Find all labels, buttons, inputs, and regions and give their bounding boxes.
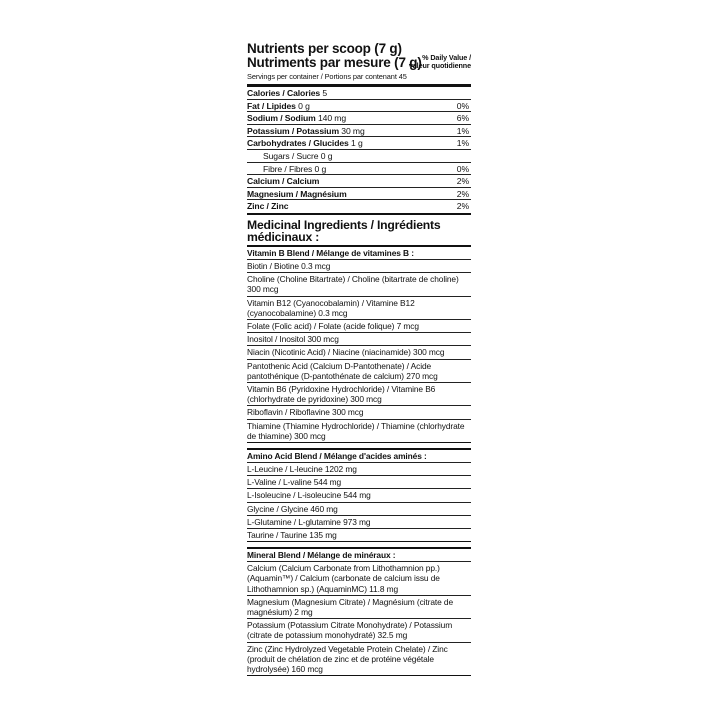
ingredient-item: L-Isoleucine / L-isoleucine 544 mg <box>247 489 471 502</box>
ingredient-item: L-Valine / L-valine 544 mg <box>247 476 471 489</box>
nutrient-amount: 5 <box>322 88 328 98</box>
nutrient-label: Calcium / Calcium <box>247 176 320 187</box>
vitamin-blend-heading: Vitamin B Blend / Mélange de vitamines B : <box>247 247 471 260</box>
nutrient-row-sugars <box>247 150 471 163</box>
dv-line-1: % Daily Value / <box>422 53 471 62</box>
nutrient-pct: 0% <box>456 100 469 111</box>
title-en: Nutrients per scoop (7 g) <box>247 41 402 56</box>
nutrient-label: Calories / Calories <box>247 88 321 98</box>
nutrient-row-potassium <box>247 125 471 138</box>
nutrient-pct: 1% <box>456 125 469 136</box>
ingredient-item: Potassium (Potassium Citrate Monohydrate) / Potassium (citrate de potassium monohydraté) 32.5 mg <box>247 619 471 642</box>
ingredient-item: Thiamine (Thiamine Hydrochloride) / Thiamine (chlorhydrate de thiamine) 300 mcg <box>247 420 471 443</box>
amino-blend-heading: Amino Acid Blend / Mélange d'acides aminés : <box>247 450 471 463</box>
nutrient-pct: 6% <box>456 113 469 124</box>
nutrient-label: Carbohydrates / Glucides <box>247 138 349 149</box>
ingredient-item: Taurine / Taurine 135 mg <box>247 529 471 542</box>
nutrient-amount: 1 g <box>351 138 363 149</box>
nutrient-row-zinc <box>247 200 471 213</box>
nutrient-row-sodium <box>247 112 471 125</box>
ingredient-item: Vitamin B12 (Cyanocobalamin) / Vitamine B12 (cyanocobalamine) 0.3 mcg <box>247 297 471 320</box>
nutrient-pct: 2% <box>456 176 469 187</box>
daily-value-header <box>409 54 471 70</box>
ingredient-item: Calcium (Calcium Carbonate from Lithothamnion pp.) (Aquamin™) / Calcium (carbonate de calcium issu de Lithothamnion sp.) (AquaminMC) 11.8 mg <box>247 562 471 596</box>
nutrition-facts-panel <box>247 42 471 676</box>
nutrient-row-fat <box>247 100 471 113</box>
ingredient-item: Zinc (Zinc Hydrolyzed Vegetable Protein Chelate) / Zinc (produit de chélation de zinc et de protéine végétale hydrolysée) 160 mcg <box>247 643 471 677</box>
ingredient-item: Biotin / Biotine 0.3 mcg <box>247 260 471 273</box>
ingredient-item: Niacin (Nicotinic Acid) / Niacine (niacinamide) 300 mcg <box>247 346 471 359</box>
ingredient-item: L-Leucine / L-leucine 1202 mg <box>247 463 471 476</box>
nutrient-pct: 2% <box>456 201 469 212</box>
nutrient-row-calories <box>247 87 471 100</box>
nutrient-row-carbohydrates <box>247 137 471 150</box>
ingredient-item: Glycine / Glycine 460 mg <box>247 503 471 516</box>
nutrient-amount: Fibre / Fibres 0 g <box>263 163 327 174</box>
nutrient-pct: 2% <box>456 188 469 199</box>
nutrient-amount: 140 mg <box>317 113 347 124</box>
nutrient-row-magnesium <box>247 188 471 201</box>
ingredient-item: L-Glutamine / L-glutamine 973 mg <box>247 516 471 529</box>
nutrient-label: Zinc / Zinc <box>247 201 289 212</box>
nutrient-row-fibre <box>247 163 471 176</box>
title-fr: Nutriments par mesure (7 g) <box>247 55 422 70</box>
ingredient-item: Inositol / Inositol 300 mcg <box>247 333 471 346</box>
ingredient-item: Folate (Folic acid) / Folate (acide folique) 7 mcg <box>247 320 471 333</box>
ingredient-item: Choline (Choline Bitartrate) / Choline (bitartrate de choline) 300 mcg <box>247 273 471 296</box>
servings-text: Servings per container / Portions par contenant 45 <box>247 72 407 81</box>
nutrient-amount: Sugars / Sucre 0 g <box>263 150 333 161</box>
mineral-blend-heading: Mineral Blend / Mélange de minéraux : <box>247 549 471 562</box>
ingredient-item: Pantothenic Acid (Calcium D-Pantothenate) / Acide pantothénique (D-pantothénate de calcium) 270 mcg <box>247 360 471 383</box>
ingredient-item: Magnesium (Magnesium Citrate) / Magnésium (citrate de magnésium) 2 mg <box>247 596 471 619</box>
nutrient-row-calcium <box>247 175 471 188</box>
nutrient-pct: 1% <box>456 138 469 149</box>
ingredient-item: Vitamin B6 (Pyridoxine Hydrochloride) / Vitamine B6 (chlorhydrate de pyridoxine) 300 mcg <box>247 383 471 406</box>
dv-line-2: valeur quotidienne <box>408 61 471 70</box>
nutrient-amount: 30 mg <box>341 125 365 136</box>
ingredient-item: Riboflavin / Riboflavine 300 mcg <box>247 406 471 419</box>
nutrient-label: Sodium / Sodium <box>247 113 316 124</box>
nutrient-label: Potassium / Potassium <box>247 125 339 136</box>
nutrient-pct: 0% <box>456 163 469 174</box>
nutrient-label: Fat / Lipides <box>247 100 296 111</box>
nutrient-label: Magnesium / Magnésium <box>247 188 347 199</box>
medicinal-ingredients-title: Medicinal Ingredients / Ingrédients médicinaux : <box>247 217 441 244</box>
nutrient-amount: 0 g <box>298 100 310 111</box>
